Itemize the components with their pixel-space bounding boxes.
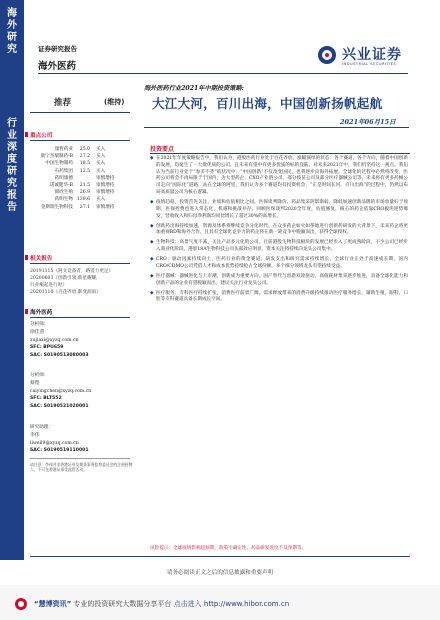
logo-name-cn: 兴业证券 bbox=[342, 47, 402, 63]
company-name: 康哲药业 bbox=[54, 147, 73, 152]
table-row bbox=[30, 146, 130, 153]
disclosure-note: 请务必阅读正文之后的信息披露和重要声明 bbox=[166, 570, 274, 576]
summary-paragraph: ◆ 生物科技：高景气度不减，关注产品多元化的公司。目前港股生物科技板块的发展已经步入了更成熟阶段，不少公司已经步入商业化阶段。港股18A生物科技公司头部效应明显，资本关注将持续向龙头公司集中。 bbox=[150, 240, 408, 253]
analysts-divider bbox=[30, 317, 130, 318]
bullet-icon: ◆ bbox=[150, 223, 154, 229]
analyst-role: 分析师： bbox=[30, 322, 49, 327]
table-row bbox=[30, 160, 130, 167]
analyst-name: 李伟 bbox=[30, 432, 40, 438]
analyst-email[interactable]: liweil9@xyzq.com.cn bbox=[30, 440, 79, 446]
company-rating: 买入 bbox=[96, 168, 106, 174]
related-reports-list bbox=[30, 268, 140, 296]
table-row bbox=[30, 168, 130, 175]
rating-label: 推荐 bbox=[54, 98, 72, 108]
company-pe bbox=[76, 175, 96, 182]
analyst-block-2 bbox=[30, 372, 140, 410]
summary-heading: 投资要点 bbox=[150, 146, 175, 153]
analyst-sac: SAC: S0190513080003 bbox=[30, 352, 89, 358]
section-title: 海外医药 bbox=[38, 61, 77, 72]
band-label-mid: 行业深度研究报告 bbox=[7, 118, 17, 213]
company-pe: 26.9 bbox=[79, 190, 90, 196]
watermark-brand: “慧博资讯” bbox=[34, 600, 72, 608]
company-pe: 27.1 bbox=[79, 204, 90, 210]
rating-sub-label: (维持) bbox=[104, 98, 125, 106]
header-divider bbox=[38, 73, 408, 74]
company-logo bbox=[318, 44, 418, 70]
company-name: 诺诚健华-B bbox=[49, 183, 73, 189]
table-row bbox=[30, 182, 130, 189]
analyst-sac: SAC: S0190521020001 bbox=[30, 403, 89, 409]
analyst-sfc: SFC: BLT552 bbox=[30, 396, 62, 402]
title-divider bbox=[144, 127, 409, 128]
related-report-item[interactable]: 20201110《百花齐放,渐变润雨》 bbox=[30, 290, 101, 295]
table-row bbox=[30, 196, 130, 203]
bullet-icon: ◆ bbox=[150, 290, 154, 296]
analyst-sfc: SFC: BPU659 bbox=[30, 345, 64, 351]
report-date: 2021年06月15日 bbox=[340, 118, 396, 126]
watermark-tagline: 专业的投资研究大数据分享平台 bbox=[73, 600, 172, 608]
company-pe: 18.5 bbox=[79, 161, 90, 167]
logo-name-en: INDUSTRIAL SECURITIES bbox=[342, 62, 397, 66]
summary-paragraph: ◆ 医疗服务：专科医疗持续扩张，消费医疗前景广阔。需求释放带来的消费升级持续推动医疗服务增长，辅助生殖、眼科、口腔等专科赛道具备长期成长空间。 bbox=[150, 290, 408, 303]
summary-paragraph: ◆ 创新药出海持续加速，资源及体系将继续竞争分化时代。在众多药企如火如荼地进行创新药研发的大背景下，未来药企将更加重视BD和海外合作，且具有全球化竞争力的药企将在新一轮竞争中脱颖而出，获得全球授权。 bbox=[150, 223, 408, 236]
company-name: 中国生物制药 bbox=[45, 161, 73, 167]
analysts-heading: 海外医药 bbox=[30, 310, 53, 316]
related-report-item[interactable]: 20191115《阿文竞备者，路遥力更足》 bbox=[30, 269, 114, 274]
company-rating: 审慎增持 bbox=[96, 175, 115, 181]
analyst-block-1 bbox=[30, 321, 140, 359]
key-companies-table bbox=[30, 146, 130, 211]
bullet-icon: ◆ bbox=[150, 156, 154, 161]
analyst-email[interactable]: caiyingchen@xyzq.com.cn bbox=[30, 388, 92, 394]
bullet-icon: ◆ bbox=[150, 240, 154, 246]
summary-paragraph: ◆ 医疗器械：器械进化与上市潮，创新成为重要方向。国产替代与创新双轮驱动，高值耗材集采逐步推进，具备全球化能力和创新产品的企业有望脱颖而出，建议关注行业龙头公司。 bbox=[150, 273, 408, 286]
band-label-top: 海外研究 bbox=[7, 8, 17, 55]
company-pe: 12.5 bbox=[79, 168, 90, 174]
bullet-icon: ◆ bbox=[150, 199, 154, 205]
analyst-email[interactable]: xujiaxi@xyzq.com.cn bbox=[30, 337, 79, 343]
key-companies-divider bbox=[30, 140, 130, 141]
analyst-role: 研究助理： bbox=[30, 425, 53, 430]
bullet-icon: ◆ bbox=[150, 273, 154, 279]
left-band bbox=[0, 0, 24, 560]
analyst-sac: SAC: S0190519110001 bbox=[30, 448, 89, 454]
rating-divider bbox=[30, 112, 130, 113]
company-pe: 21.5 bbox=[79, 183, 90, 189]
company-rating: 买入 bbox=[96, 161, 106, 167]
company-pe: 25.0 bbox=[79, 147, 90, 152]
footer-divider bbox=[30, 556, 410, 557]
summary-divider bbox=[150, 153, 410, 154]
watermark-logo-icon bbox=[14, 597, 28, 611]
analyst-disclaimer: 请注意：李伟并非香港证券及期货事务监察委员会的注册持牌人，不可在香港从事受监管活动。 bbox=[30, 461, 133, 473]
report-title: 大江大河，百川出海，中国创新扬帆起航 bbox=[152, 96, 383, 111]
summary-paragraph: ◆ 疫情趋稳，投资首先关注，业绩和估值相比之间。医保谈判降价、药品集采阴影渐弱，降低加速创新品牌的市场放量好于预期，医保控费也进入常态化，机遇和挑战并存。回顾医保谈判2020全年度，估值修复，核心的药企依靠CRO板块逆势爆发，营收收入和归母净利润均同比增长了超过30%的高增长。 bbox=[150, 199, 408, 219]
company-pe: 27.2 bbox=[79, 154, 90, 160]
watermark-link[interactable]: 点击进入 http://www.hibor.com.cn bbox=[173, 600, 290, 608]
key-companies-heading: 重点公司 bbox=[30, 133, 53, 139]
table-row bbox=[30, 204, 130, 211]
company-name: 金斯瑞生物科技 bbox=[40, 204, 73, 210]
watermark-text bbox=[34, 599, 289, 609]
summary-body bbox=[150, 156, 408, 307]
company-rating: 审慎增持 bbox=[96, 204, 115, 210]
related-reports-divider bbox=[30, 263, 130, 264]
company-rating: 买入 bbox=[96, 197, 106, 203]
company-rating: 买入 bbox=[96, 147, 106, 152]
company-name: 康宁杰瑞制药-B bbox=[40, 154, 73, 160]
related-report-item[interactable]: 20200603《创新引领,新星耀耀, bbox=[30, 276, 98, 281]
watermark-bar[interactable] bbox=[0, 585, 440, 620]
company-name: 药明生物 bbox=[54, 197, 73, 203]
company-name: 锦欣生殖 bbox=[54, 190, 73, 196]
table-row bbox=[30, 189, 130, 196]
company-pe: 139.6 bbox=[76, 197, 90, 203]
company-rating: 审慎增持 bbox=[96, 190, 115, 196]
summary-paragraph: ◆ 在2021年年度策略报告中，我们认为，港股医药行业处于百花齐放、涨幅演绎的状态：各个赛道，各个方向，随着中国创新的发展，均诞生了一大批优质的公司，且未来有望中有更多优质的标的登陆。对未来2021年中，我们仍坚持这一观点。我们认为当前行业处于“参差不齐”的状况中：“中国创新”不仅改变国民，也将逐步向海外拓展，全球化的过程中必然将改变，医药公司将会不再局限于于国内，为大型药企、CXO产业链公司、部分疫苗公司及部分医疗器械公司等。未来将有更多药械公司走向“国际化”道路，站在全球的阿里，我们认为多个赛道均有投资机会，“正是时间长河，百川出海”的过程中，仍然以布局高质量公司为核心逻辑。 bbox=[150, 156, 408, 195]
summary-paragraph: ◆ CRO：驱动因素持续向上，医药行业的黄金赛道。研发支出和研究需求持续增长，全球行业正处于高速成长期，国内CRO/CDMO公司凭借人才和成本优势持续抢占全球份额，多个细分领域龙头有望持续受益。 bbox=[150, 257, 408, 269]
table-row bbox=[30, 175, 130, 182]
report-type-label: 证券研究报告 bbox=[38, 45, 77, 53]
analyst-name: 徐佳熹 bbox=[30, 329, 45, 335]
bullet-icon: ◆ bbox=[150, 257, 154, 263]
company-name: 药明康德 bbox=[54, 175, 73, 181]
company-rating: 审慎增持 bbox=[96, 183, 115, 189]
analyst-name: 蔡铿 bbox=[30, 380, 40, 386]
logo-mark-icon bbox=[318, 46, 336, 64]
analyst-divider bbox=[30, 458, 130, 459]
report-subtitle: 海外医药行业2021年中期投资策略: bbox=[144, 85, 244, 92]
company-name: 石药集团 bbox=[54, 168, 73, 174]
related-report-item[interactable]: 行业崛起进行时》 bbox=[30, 283, 67, 288]
company-rating: 买入 bbox=[96, 154, 106, 160]
related-reports-heading: 相关报告 bbox=[30, 256, 53, 262]
analyst-role: 分析师： bbox=[30, 373, 49, 378]
table-row bbox=[30, 153, 130, 160]
risk-warning: 风险提示：全球疫情影响超预期、政策不确定性、药品研发进度不及预期等。 bbox=[150, 546, 307, 551]
analyst-block-3 bbox=[30, 424, 140, 473]
